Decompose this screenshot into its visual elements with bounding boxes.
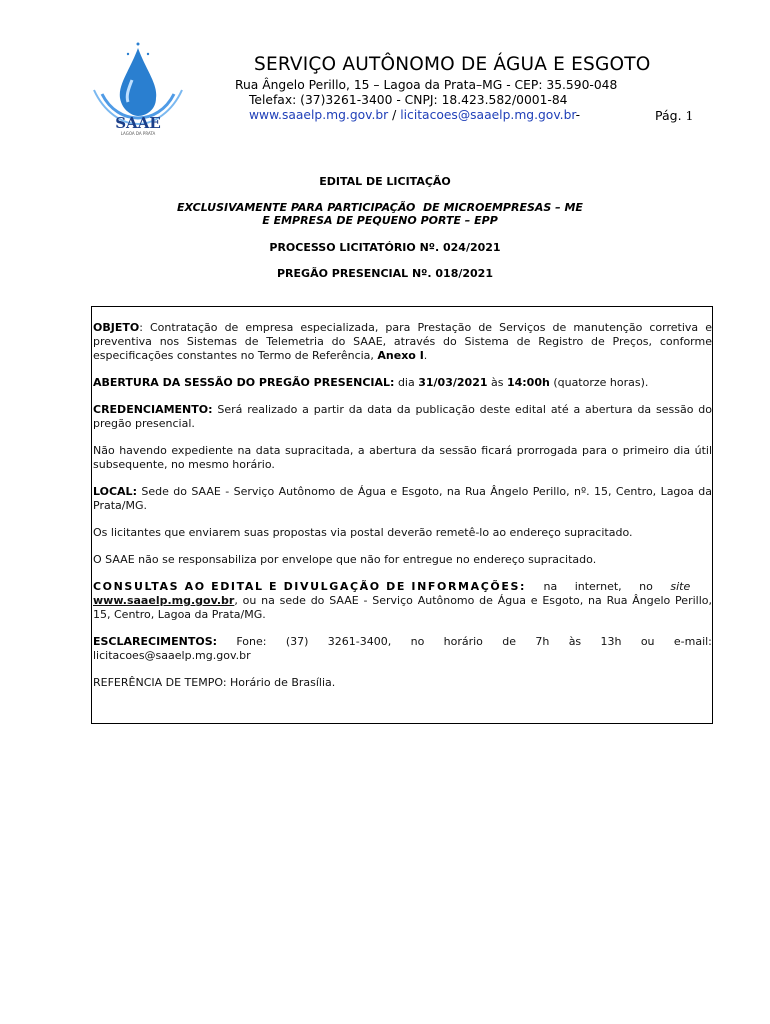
expediente-paragraph: Não havendo expediente na data supracitada, a abertura da sessão ficará prorrogada para o primeiro dia útil subsequente, no mesmo horário. [93, 444, 712, 471]
credenciamento-label: CREDENCIAMENTO: [93, 403, 213, 416]
esc-word: Fone: [236, 635, 267, 648]
objeto-end: . [423, 349, 428, 362]
local-paragraph [93, 485, 712, 513]
objeto-text: : Contratação de empresa especializada, para Prestação de Serviços de manutenção corretiva e preventiva nos Sistemas de Telemetria do SAAE, através do Sistema de Registro de Preços, conforme especificações constantes no Termo de Referência, [93, 321, 712, 362]
organization-name: SERVIÇO AUTÔNOMO DE ÁGUA E ESGOTO [254, 54, 651, 75]
page-label: Pág. [655, 108, 682, 123]
trailing-dash: - [575, 108, 581, 122]
abertura-time: 14:00h [506, 376, 550, 389]
esclarecimentos-email[interactable]: licitacoes@saaelp.mg.gov.br [93, 649, 251, 662]
abertura-mid: às [487, 376, 507, 389]
water-drop-icon [94, 43, 182, 125]
site-word: site [670, 580, 691, 593]
page-number-value: 1 [685, 108, 694, 123]
abertura-paragraph [93, 376, 712, 390]
edital-summary-box [91, 306, 713, 724]
esc-word: 7h [535, 635, 550, 648]
consultas-label: CONSULTAS AO EDITAL E DIVULGAÇÃO DE INFORMAÇÕES: [93, 580, 526, 593]
edital-title: EDITAL DE LICITAÇÃO [319, 175, 451, 188]
referencia-paragraph: REFERÊNCIA DE TEMPO: Horário de Brasília. [93, 676, 336, 689]
phone-cnpj-line: Telefax: (37)3261-3400 - CNPJ: 18.423.582/0001-84 [249, 93, 568, 107]
logo-subtext: LAGOA DA PRATA [120, 131, 156, 136]
esc-word: 3261-3400, [327, 635, 392, 648]
email-link[interactable]: licitacoes@saaelp.mg.gov.br [400, 108, 576, 122]
page-number [655, 108, 693, 123]
consultas-pre: na internet, no [525, 580, 671, 593]
esclarecimentos-label: ESCLARECIMENTOS: [93, 635, 218, 648]
objeto-label: OBJETO [93, 321, 140, 334]
abertura-pre: dia [394, 376, 419, 389]
esc-word: de [502, 635, 517, 648]
website-link[interactable]: www.saaelp.mg.gov.br [249, 108, 389, 122]
responsabiliza-paragraph: O SAAE não se responsabiliza por envelope que não for entregue no endereço supracitado. [93, 553, 597, 566]
contact-line [249, 108, 580, 122]
abertura-post: (quatorze horas). [549, 376, 649, 389]
esc-word: 13h [600, 635, 622, 648]
objeto-paragraph [93, 321, 712, 363]
postal-paragraph: Os licitantes que enviarem suas propostas via postal deverão remetê-lo ao endereço supracitado. [93, 526, 633, 539]
esclarecimentos-paragraph [93, 635, 712, 663]
consultas-text: , ou na sede do SAAE - Serviço Autônomo de Água e Esgoto, na Rua Ângelo Perillo, 15, Centro, Lagoa da Prata/MG. [93, 594, 712, 621]
pregao-title: PREGÃO PRESENCIAL Nº. 018/2021 [277, 267, 493, 280]
exclusive-line-2: E EMPRESA DE PEQUENO PORTE – EPP [262, 214, 498, 227]
credenciamento-paragraph [93, 403, 712, 431]
abertura-label: ABERTURA DA SESSÃO DO PREGÃO PRESENCIAL: [93, 376, 395, 389]
exclusive-line-1: EXCLUSIVAMENTE PARA PARTICIPAÇÃO DE MICROEMPRESAS – ME [177, 201, 583, 214]
separator: / [388, 108, 401, 122]
esc-word: ou [640, 635, 655, 648]
esc-word: no [410, 635, 425, 648]
processo-title: PROCESSO LICITATÓRIO Nº. 024/2021 [269, 241, 501, 254]
abertura-date: 31/03/2021 [418, 376, 488, 389]
esc-word: horário [443, 635, 483, 648]
local-text: Sede do SAAE - Serviço Autônomo de Água e Esgoto, na Rua Ângelo Perillo, nº. 15, Centro, Lagoa da Prata/MG. [93, 485, 712, 512]
local-label: LOCAL: [93, 485, 137, 498]
saae-logo [88, 40, 188, 136]
consultas-paragraph [93, 580, 712, 622]
address-line: Rua Ângelo Perillo, 15 – Lagoa da Prata–MG - CEP: 35.590-048 [235, 78, 618, 92]
esc-word: (37) [285, 635, 309, 648]
credenciamento-text: Será realizado a partir da data da publicação deste edital até a abertura da sessão do pregão presencial. [93, 403, 712, 430]
esc-word: às [568, 635, 582, 648]
logo-text: SAAE [115, 114, 161, 132]
exclusive-title [150, 201, 610, 227]
site-url-link[interactable]: www.saaelp.mg.gov.br [93, 594, 235, 607]
objeto-annex: Anexo I [377, 349, 424, 362]
esc-word: e-mail: [673, 635, 712, 648]
